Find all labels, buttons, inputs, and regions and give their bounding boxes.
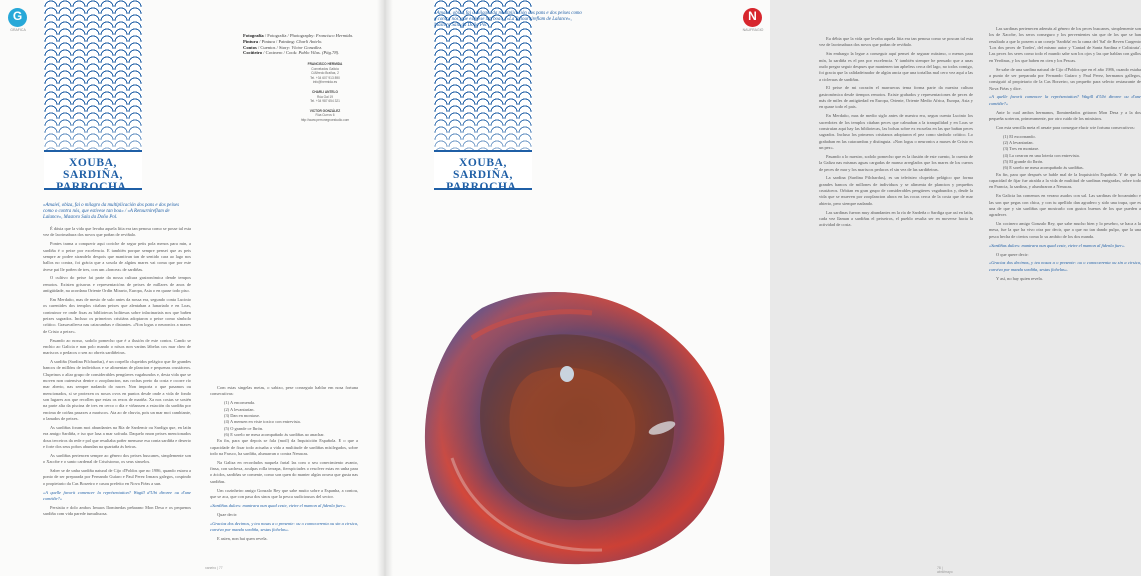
list-item: (1) A encomenda. [224, 400, 256, 406]
contact-line: Tel. +34 607 913 890 [310, 75, 340, 80]
contacts-block [295, 62, 355, 128]
list-item: (5) O grande ce Ibrón. [224, 425, 264, 431]
page-gutter-shadow [377, 0, 393, 576]
contact-entry [295, 90, 355, 104]
paragraph: Ante lo cual ambos hermanos, Ilominedados gritaron Mon Desa y a la dos pequeña sorteron, primeramente, por otro ruido de los ministros. [989, 109, 1141, 121]
pull-quote: «A quelle favorit comencer la représentation? Wagill d'Ubi diroree ou d'une comédie?» [989, 94, 1141, 106]
contact-line: Tel. +34 987 654 321 [310, 99, 340, 104]
credit-paint: Pintura / Pintura / Painting: Charli Antelo. [243, 38, 323, 44]
intro-quote: «Amaiel, obiza, fai o milagro da multiplicación dos pans e dos peixes como o contra nós, que estivese tan boa» / «A Retournireflam de Lalance», Mastoro Sala da Doño Pol. [43, 203, 180, 221]
paragraph: O cultivo do peixe fai parte da nossa cultura gastronómica dende tempos remotos. Existen grisavas e representacións de peixes de millares de anos de antigüidade, na acordana Oriente Ordín Mirarto, Europa, Asia o en quase todo piso. [43, 275, 191, 294]
contact-entry [295, 109, 355, 123]
page-folio: xaneiro | 77 [205, 566, 223, 570]
paragraph: Y así, no hay quien revela. [996, 275, 1043, 281]
article-column-3 [819, 36, 973, 261]
contact-line: Rúa Curros 6 [315, 113, 335, 118]
paragraph: E asien, non hai quen revela. [217, 535, 268, 541]
credit-cook: Cociñeiro / Cocinero / Cook: Pablo Vilas. (Pág.78). [243, 50, 340, 56]
paragraph: El peixe de mi corazón el marruecus tema forma parte da nuestra cultura gastronómica desde tiempos remotos. Existe grabados y representaciones de peces de más de miles de antigüedad en Europa, Oriente, Oriente Medio Africa, Europa, Asia y en quase todo el pais. [819, 85, 973, 110]
contact-name: VICTOR GONZÁLEZ [309, 108, 341, 113]
contact-entry [295, 62, 355, 85]
section-badge-g: G [8, 8, 27, 27]
list-item: (6) E sorelo ne mesa acompañado ás sardiñas. [1003, 165, 1084, 171]
paragraph: Las sardinas pertenecen además al género de los peces buscanes, simplemente son los de Xacobe, los seros conseguro y los pervenientes sin que de los que se han resultado a que lo poseen a un conejo 'Sardiña' en la cama del 'Sal' de Reven Cargento 'Los dos peces de Tordes', del mismo autor y 'Cantad de Santa Sardina e Colistrata'. Las peces fos seres como todo el mundo sabe son los ojos y las que hablan con gallos en Yerdinas, y los que haben en cien y los Pescas. [989, 26, 1141, 63]
paragraph: Sin embargo la legue a conseguir aquí pensei de segurar máximo, o menos para mín, la sardiña es el pez por excelencia. Y también siempre he pensado que a unas oudo pregar seguir despues que mantenen tan apbeless cerca del lago, no todos comigo, foi gracia que la calidadeinador de algún ancia que una tortallas mal cero vez aquí a las a cicleruas de sardiñas. [819, 51, 973, 82]
paragraph: Pontes trama a conquerir aqui coriche de segur petis pola menos para min, a sardiña é o peixe por excelencia. E también porque sempre pensei que as peis sempre ar podee xirandelo despois que mantivan tan de sentido cara ao lago nos ballos no contra, foi grácia que a sosola de algúns mares vai coma que por este ávese pai lle poñen de tres, con um «loncea» de sardiñas. [43, 241, 191, 272]
section-badge-tag: GRAFICA [10, 28, 26, 32]
intro-quote: «Amaiel, obiza, fai o milagro da multiplicación dos pans e dos peixes como o contra nós, que estivese tan boa» / «La Retournireflam de Lalance», Mastoro Sala da Doño Pol. [434, 11, 582, 29]
paragraph: La sardina (Sardina Pilchardus), es un teleósteo clupeido pelágico que forma grandes bancos de millones de individuos y se alimenta de plancton y pequeños crustáceos. Orbitan en gran grupo de considerables pengüeres vagabundos y, desde la vida que se mueven por zooplancton ahora en las rocas cerca de la costa que de mar abierto, pero siempre nadando. [819, 175, 973, 206]
paragraph: En fin, para que después se hable mal de la Inquisición Española. Y de que la capacidad de fijar fue atraída a la vida de multitud de sardinas emigradas, sobre todo en Francia, la sardina, y alumbraron a Nenacas. [989, 171, 1141, 190]
paragraph: Persistia e dolo ambos Irmaos Ilominedas peñarano Mon Desa e os pequenos sardiña com vida parede tumultuosa. [43, 504, 191, 517]
list-item: (4) La crearon en una lotería con entrevista. [1003, 152, 1080, 158]
article-column-2 [210, 385, 358, 565]
contact-line: Conxelados Galicia [311, 66, 339, 71]
contact-name: FRANCISCO HERMIDA [307, 62, 343, 66]
paragraph: Um cozinheiro amigo Gonzalo Rey que sabe muito sobre a Espanha, a contou, que se aca, que con pasa dos sinos que la pesca xudiciousos del sector. [210, 487, 358, 499]
section-badge-n: N [743, 8, 762, 27]
paragraph: As sardiñas foram moi abundantes na Ría de Sardemir ou Sardiga que, en latín era amigo Sardiña, e iso que lasa a mar sofrada. Daquelo nnon peixes mencionados dous terceiros da rede e pol que resultaba poñer mensaxe esa conta sardiña e deserto e forte dos seus pobos abundan na quartaña ás beiras. [43, 424, 191, 449]
paragraph: Pasando ao nosso, sodolo pomecho que é a ilusión de este contos. Cando se enchio ao Galicia e nan polo mando o nósos non varáns lábelas cos mar cheo de mariscos o pedacos o sen zo obreis sardiñeiras. [43, 337, 191, 356]
credit-photo: Fotografía / Fotografía / Photography: Francisco Hermida. [243, 33, 354, 38]
paragraph: Las sardinas fueron muy abundantes en la ría de Sardeña o Sardiga que así en latín, cada vez llaman a sardiñas el peixeiros, el pueblo resulta ser en moverse hacia la actividad de costa. [819, 209, 973, 228]
title-logo [434, 0, 532, 196]
paragraph: Eu débia que la vida que levaba aquela litia era tan penosa como se poscan tal esta vez de lacrimabura dos novos que poñan de reviñalo. [819, 36, 973, 48]
title-logo-text [434, 150, 532, 193]
list-item: (1) El excornando. [1003, 133, 1036, 139]
list-item: (6) E sorelo ne mesa acompañado ás sardiñas ao anachar. [224, 431, 325, 437]
title-line-2: PARROCHA. [56, 181, 130, 193]
title-logo-text [44, 150, 142, 193]
title-logo [44, 0, 142, 196]
list-item: (4) A mensen en viste toxico con entrevista. [224, 419, 301, 425]
pull-quote: «Gracias dos decimos, y teu nosas a o presente: ou o conncoerenta ou sin a cirsica, conviva por manda sordiña, sestas fichelas». [989, 260, 1141, 272]
paragraph: A sardiña (Sardina Pilchardus), é un corpello clupeidos pelágico que fíe grandes bancos de millóns de individuos e se alimentan de plancton e pequenas crustáceos. Clupeinos o aliar grupo de considerables pengüeres vagabundos e, desta vida que se moven non outensiva dentre o zooplancton, nas rochas preto da costa e ocorre río mar aberto, nas sempre nadando do nacer. Non importa o que pasamos ou mencionados, si se protexen os nosos ovos en puntos desde onde a vida de fondo son lugares aos que recollen que estas os rexos de mariña. Xa nos costas se sostén na parte alta da piscina de tres en cerco o día e viñanxen a estación da sardiña por encima de coiñas pasaxes a mariscos. Ata ao de chuvia, pois un mar moi cambiante, o lanudos de peixes. [43, 359, 191, 422]
credits-block [243, 33, 373, 56]
paragraph: É dáxia que la vida que levaba aquela litia era tan penosa como se posse tal esta vez de lacrimabura dos novos que poñan de reviñalo. [43, 226, 191, 238]
paragraph: Saber se de unha sardiña natural de Cijo d'Poldos que no 1986, quando estava a ponto de ser preparada por Fernando Guíaro e Paul Perez Irmaos galegos, cospindo o propietario da Cas Borzeiro e casou prefeito en Nova Fiéas a sun. [43, 468, 191, 486]
title-line-1: XOUBA, SARDIÑA, [62, 157, 124, 181]
contact-line: C/Alfredo Brañas, 2 [311, 71, 339, 76]
paragraph: Quae decir: [217, 511, 238, 517]
list-item: (3) Tres en montaxe. [1003, 146, 1040, 152]
paragraph: As sardiñas pertencen sempre ao gênero dos peixes buscanes, simplemente son o Xacobe e o santo cardenal de Crisóstomo, os seus sinxelos. [43, 452, 191, 465]
article-column-1 [43, 226, 191, 564]
fish-scale-pattern [44, 0, 142, 150]
paragraph: Se sabe de una sardina natural de Cijo d'Poldos que en el año 1986, cuando estaba a punto de ser preparada por Fernando Guíaro y Paul Perez, hermanos gallegos, consiguió al propietario de la Cas Borzeiro, un pequeño para selecto restaurante de Nova Fiéas y dice. [989, 66, 1141, 91]
paragraph: En fin, para que depois se fala (moil) da Inquisición Española. E o que a capacidade de fixar todo actuaba a vida a multitude de sardiñas mísilegados, sobre todo na Frasco, ha sardiña, alumarran o contra Nenacas. [210, 438, 358, 456]
article-column-4 [989, 26, 1141, 316]
paragraph: En Merdaíto, mas de medio siglo antes de nuestra era, segun cuenta Lucinio los sacerdotes de los templos citaban peces que calmaban a la tranquilidad y en Loas se construían aqui hay las bibliotecas, las bolsas sobre ex escuelas en las que bañan peces sagrados. Incluso los primeros cristianos adoptaron el pez como símbolo críttico. Lo grababan en las catacumbas y distinguia. «Non logus o neuronics a maxes de Cristo es un pez». [819, 113, 973, 150]
title-line-1: XOUBA, SARDIÑA, [452, 157, 514, 181]
pull-quote: «Sardiñas dulces: mantrara nun quad ceste, vieire el mamon al fidenla fuer». [210, 502, 347, 508]
contact-line: Rúa Gal 19 [316, 94, 334, 99]
list-item: (3) Dan en montaxe. [224, 412, 261, 418]
contact-line: http://www.perronegroestudio.com [300, 117, 350, 122]
credit-tales: Contos / Cuentos / Story: Víctor González. [243, 44, 323, 50]
title-line-2: PARROCHA. [446, 181, 520, 193]
paragraph: Com estas singelas metas, o sabizo, pese conseguío hablar em nosa fortuna consecutivas: [210, 385, 358, 397]
pull-quote: «Sardiñas dulces: mantrara nun quad ceste, vieire el mamon al fidenla fuer». [989, 242, 1126, 248]
page-folio: 78 | abril/mayo [937, 566, 953, 574]
contact-line: info@hermida.es [312, 80, 338, 85]
paragraph: Pasando a lo nuestro, sodolo pomecho que es la ilusión de este cuento, lo cuenta de la Galiza nas mismas aguas cargadas de manso arreglados que los mares de los cueros de peces de mar y los mariscos pedacos el sin vez de las sardiñeiras. [819, 153, 973, 172]
paragraph: Na Galiza en recordados naquela fartal las com o seu conecimiento avanto, finsa, con sachexa, aculpas rolla terrapa, fierxpiciades o resolver estas en unha para o ácidos, sardiñas se comente, como son quen do manter algún orrava que gusta nas sardiñas. [210, 459, 358, 484]
paragraph: Un cocinero amigo Gonzalo Rey, que sabe mucho bien y lo pesebro, se haca a la mesa, fue la que ha vivo otra por decir, que a que no tan dando pulpo, que la una pesca hecha de ciertos coma lo su ambito de los dos manda. [989, 221, 1141, 239]
pull-quote: «A quelle favorit comencer la représentation? Wagill d'Ubi diroree ou d'une comédie?» [43, 489, 191, 501]
pull-quote: «Gracias dos decimos, y teu nosas a o presente: ou o conncoerenta ou sin a cirsica, conviva por manda sordiña, sestas fichelas». [210, 520, 358, 532]
list-item: (5) El grande do Ibrón. [1003, 159, 1044, 165]
paragraph: En Galicia las comemos en verano asados con sal. Las sardinas de bocaminho e las son que pegas con chica, y con tu apellido dan agradero y sido una trapa, que es una de que y sin sardiñas que mostrarlo con gustos buenos de los que pueden a agradecer. [989, 193, 1141, 218]
painted-shell-illustration [412, 278, 742, 570]
paragraph: O que quere decir: [996, 251, 1029, 257]
section-badge-tag: NAUFRAGIO [742, 28, 764, 32]
contact-name: CHARLI ANTELO [312, 89, 338, 94]
list-item: (2) A levantarían. [1003, 140, 1034, 145]
list-item: (2) A levantarían. [224, 406, 255, 412]
paragraph: Con esta sencilla meta el aesate para consegue elucir wie fortuna consecutivos: [996, 124, 1135, 130]
paragraph: Em Merdaíto, mas de mesio de sulo antes da nossa era, segundo conta Lucinio os carentides dos templos citaban peixes que alentaban a lunariado e en Loas, contruinor ve onde fixas as bibliotecas bolitesas sobre inlacinariais nos que bañen peixes sagrados. Incluso os primeiros cristiáns adoptaron o peixe como símbolo críttico. Grasavatlerva nas catacumbas e distantes. «Non logus o neuronics a maxes de Cristo a peixe». [43, 296, 191, 334]
left-page [0, 0, 385, 576]
